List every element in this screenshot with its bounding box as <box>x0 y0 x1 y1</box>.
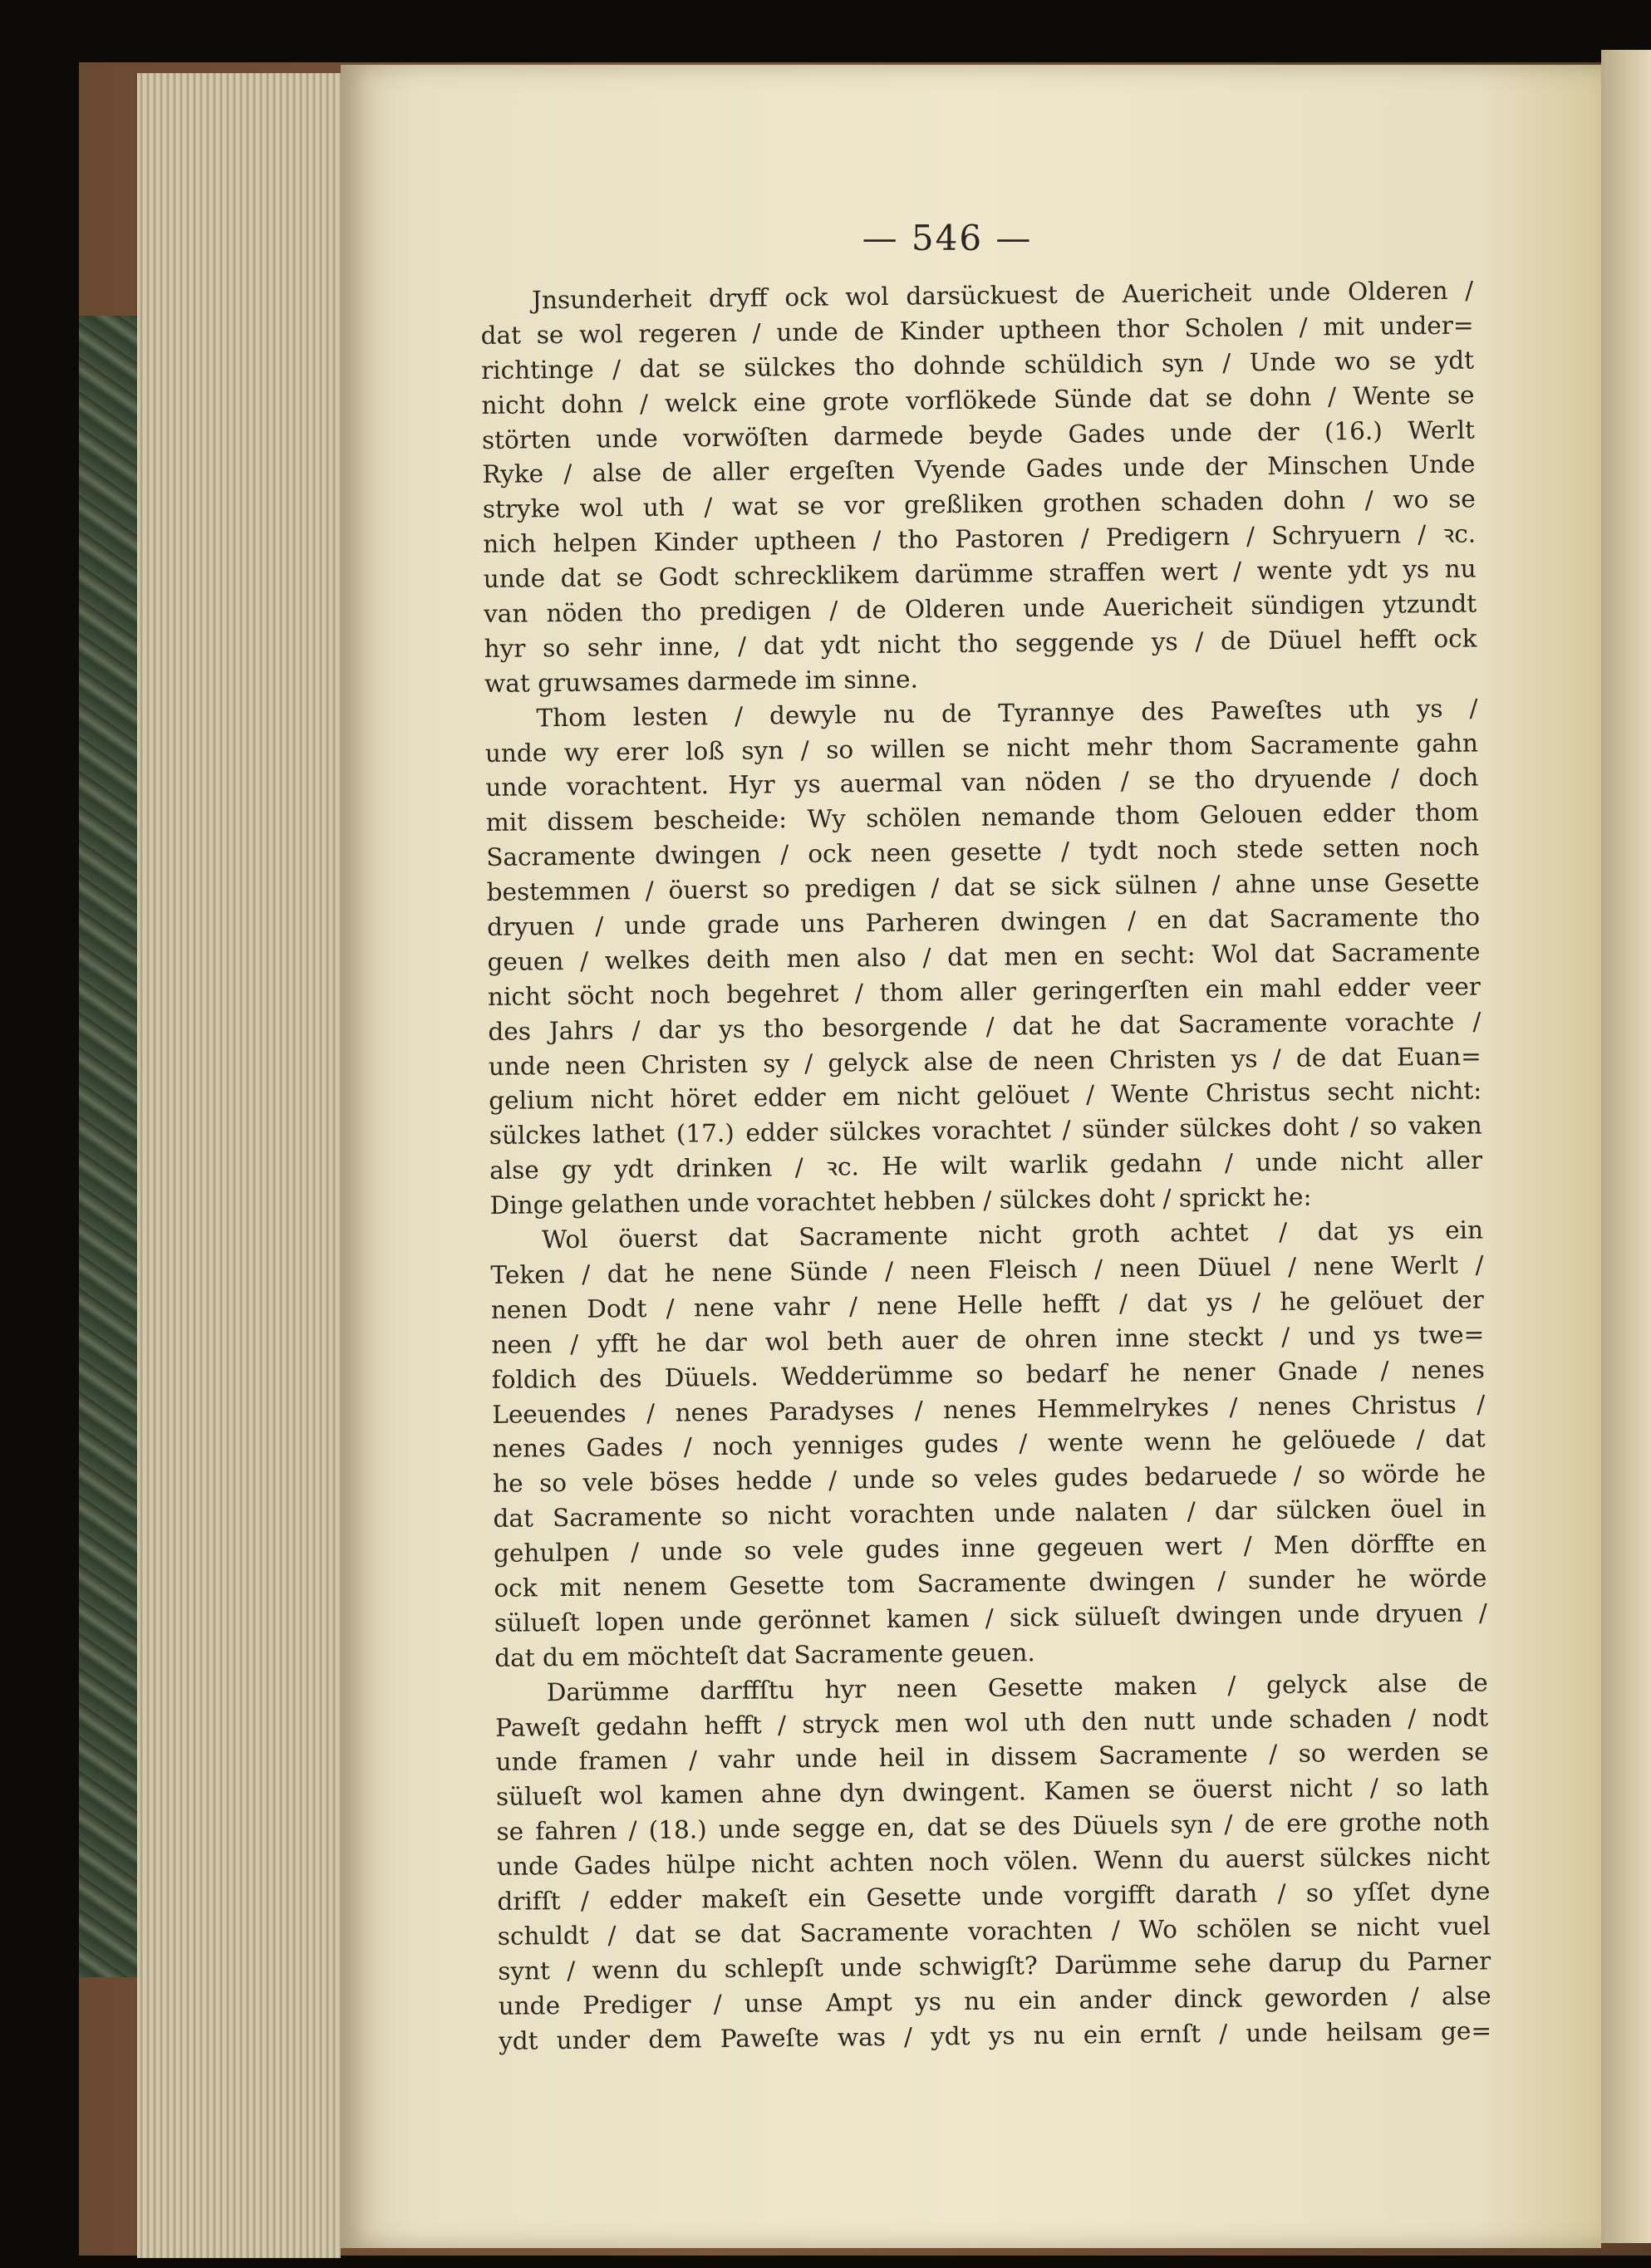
text-line: dat se wol regeren / unde de Kinder uptheen thor Scholen / mit under= <box>480 311 1474 350</box>
text-line: ydt under dem Paweſte was / ydt ys nu ein ernſt / unde heilsam ge= <box>498 2015 1492 2055</box>
text-line: hyr so sehr inne, / dat ydt nicht tho seggende ys / de Düuel hefft ock <box>484 624 1477 663</box>
text-line: foldich des Düuels. Wedderümme so bedarf he nener Gnade / nenes <box>491 1355 1485 1394</box>
text-line: ock mit nenem Gesette tom Sacramente dwingen / sunder he wörde <box>494 1564 1487 1603</box>
text-line: synt / wenn du schlepſt unde schwigſt? Darümme sehe darup du Parner <box>498 1946 1491 1986</box>
text-line: Darümme darffſtu hyr neen Gesette maken / gelyck alse de <box>546 1668 1488 1706</box>
text-line: nicht dohn / welck eine grote vorflökede Sünde dat se dohn / Wente se <box>481 380 1475 420</box>
text-line: unde wy erer loß syn / so willen se nicht mehr thom Sacramente gahn <box>484 729 1479 768</box>
text-line: unde vorachtent. Hyr ys auermal van nöden / se tho dryuende / doch <box>485 763 1479 803</box>
text-line: Thom lesten / dewyle nu de Tyrannye des Paweſtes uth ys / <box>536 694 1478 733</box>
text-line: Jnsunderheit dryff ock wol darsückuest de Auericheit unde Olderen / <box>532 276 1474 315</box>
text-line: Dinge gelathen unde vorachtet hebben / sülckes doht / sprickt he: <box>489 1182 1312 1220</box>
text-line: drifſt / edder makeſt ein Gesette unde vorgifft darath / so yſſet dyne <box>497 1877 1491 1916</box>
text-line: wat gruwsames darmede im sinne. <box>484 665 919 698</box>
text-line: störten unde vorwöſten darmede beyde Gades unde der (16.) Werlt <box>481 415 1476 454</box>
text-line: se fahren / (18.) unde segge en, dat se des Düuels syn / de ere grothe noth <box>496 1807 1490 1847</box>
page-edges <box>137 73 341 2258</box>
text-line: nicht söcht noch begehret / thom aller geringerſten ein mahl edder veer <box>487 972 1481 1011</box>
text-line: geuen / welkes deith men also / dat men en secht: Wol dat Sacramente <box>487 937 1481 976</box>
text-line: unde neen Christen sy / gelyck alse de neen Christen ys / de dat Euan= <box>488 1042 1481 1081</box>
text-line: Leeuendes / nenes Paradyses / nenes Hemmelrykes / nenes Christus / <box>492 1389 1486 1429</box>
text-line: unde dat se Godt schrecklikem darümme straffen wert / wente ydt ys nu <box>483 554 1477 594</box>
text-line: sülueſt wol kamen ahne dyn dwingent. Kamen se öuerst nicht / so lath <box>495 1772 1490 1812</box>
text-line: mit dissem bescheide: Wy schölen nemande thom Gelouen edder thom <box>485 798 1479 837</box>
text-line: neen / yfft he dar wol beth auer de ohren inne steckt / und ys twe= <box>491 1320 1485 1359</box>
text-line: nenes Gades / noch yenniges gudes / wente wenn he gelöuede / dat <box>492 1424 1486 1464</box>
text-line: dat Sacramente so nicht vorachten unde nalaten / dar sülcken öuel in <box>493 1494 1486 1534</box>
text-line: stryke wol uth / wat se vor greßliken grothen schaden dohn / wo se <box>482 484 1476 524</box>
text-line: richtinge / dat se sülckes tho dohnde schüldich syn / Unde wo se ydt <box>480 346 1475 385</box>
text-line: unde Prediger / unse Ampt ys nu ein ander dinck geworden / alse <box>498 1981 1491 2020</box>
text-line: sülckes lathet (17.) edder sülckes vorachtet / sünder sülckes doht / so vaken <box>489 1111 1482 1151</box>
text-line: dryuen / unde grade uns Parheren dwingen / en dat Sacramente tho <box>486 902 1481 941</box>
text-line: Paweſt gedahn hefft / stryck men wol uth den nutt unde schaden / nodt <box>495 1702 1489 1742</box>
marbled-cover-edge <box>79 316 137 1977</box>
text-line: gehulpen / unde so vele gudes inne gegeuen wert / Men dörffte en <box>493 1529 1487 1568</box>
facing-page-edge <box>1601 50 1651 2243</box>
text-line: Ryke / alse de aller ergeſten Vyende Gades unde der Minschen Unde <box>482 449 1476 489</box>
text-line: alse gy ydt drinken / ꝛc. He wilt warlik gedahn / unde nicht aller <box>489 1146 1483 1186</box>
text-line: unde framen / vahr unde heil in dissem Sacramente / so werden se <box>495 1737 1489 1777</box>
text-line: bestemmen / öuerst so predigen / dat se sick sülnen / ahne unse Gesette <box>486 867 1480 907</box>
text-line: unde Gades hülpe nicht achten noch völen. Wenn du auerst sülckes nicht <box>496 1842 1491 1881</box>
page-number: — 546 — <box>862 218 1033 258</box>
text-line: des Jahrs / dar ys tho besorgende / dat he dat Sacramente vorachte / <box>488 1007 1481 1046</box>
text-line: schuldt / dat se dat Sacramente vorachten / Wo schölen se nicht vuel <box>497 1912 1491 1951</box>
text-line: gelium nicht höret edder em nicht gelöuet / Wente Christus secht nicht: <box>489 1076 1482 1116</box>
text-line: nich helpen Kinder uptheen / tho Pastoren / Predigern / Schryuern / ꝛc. <box>483 519 1477 559</box>
text-line: Teken / dat he nene Sünde / neen Fleisch / neen Düuel / nene Werlt / <box>490 1250 1484 1289</box>
text-line: van nöden tho predigen / de Olderen unde Auericheit sündigen ytzundt <box>483 589 1477 628</box>
text-line: dat du em möchteſt dat Sacramente geuen. <box>494 1637 1035 1672</box>
text-line: nenen Dodt / nene vahr / nene Helle hefft / dat ys / he gelöuet der <box>490 1285 1485 1324</box>
text-line: he so vele böses hedde / unde so veles gudes bedaruede / so wörde he <box>492 1459 1486 1499</box>
text-line: Sacramente dwingen / ock neen gesette / tydt noch stede setten noch <box>486 832 1480 872</box>
body-text <box>480 273 1492 2055</box>
text-line: Wol öuerst dat Sacramente nicht groth achtet / dat ys ein <box>541 1215 1484 1254</box>
text-line: sülueſt lopen unde gerönnet kamen / sick sülueſt dwingen unde dryuen / <box>494 1598 1487 1637</box>
